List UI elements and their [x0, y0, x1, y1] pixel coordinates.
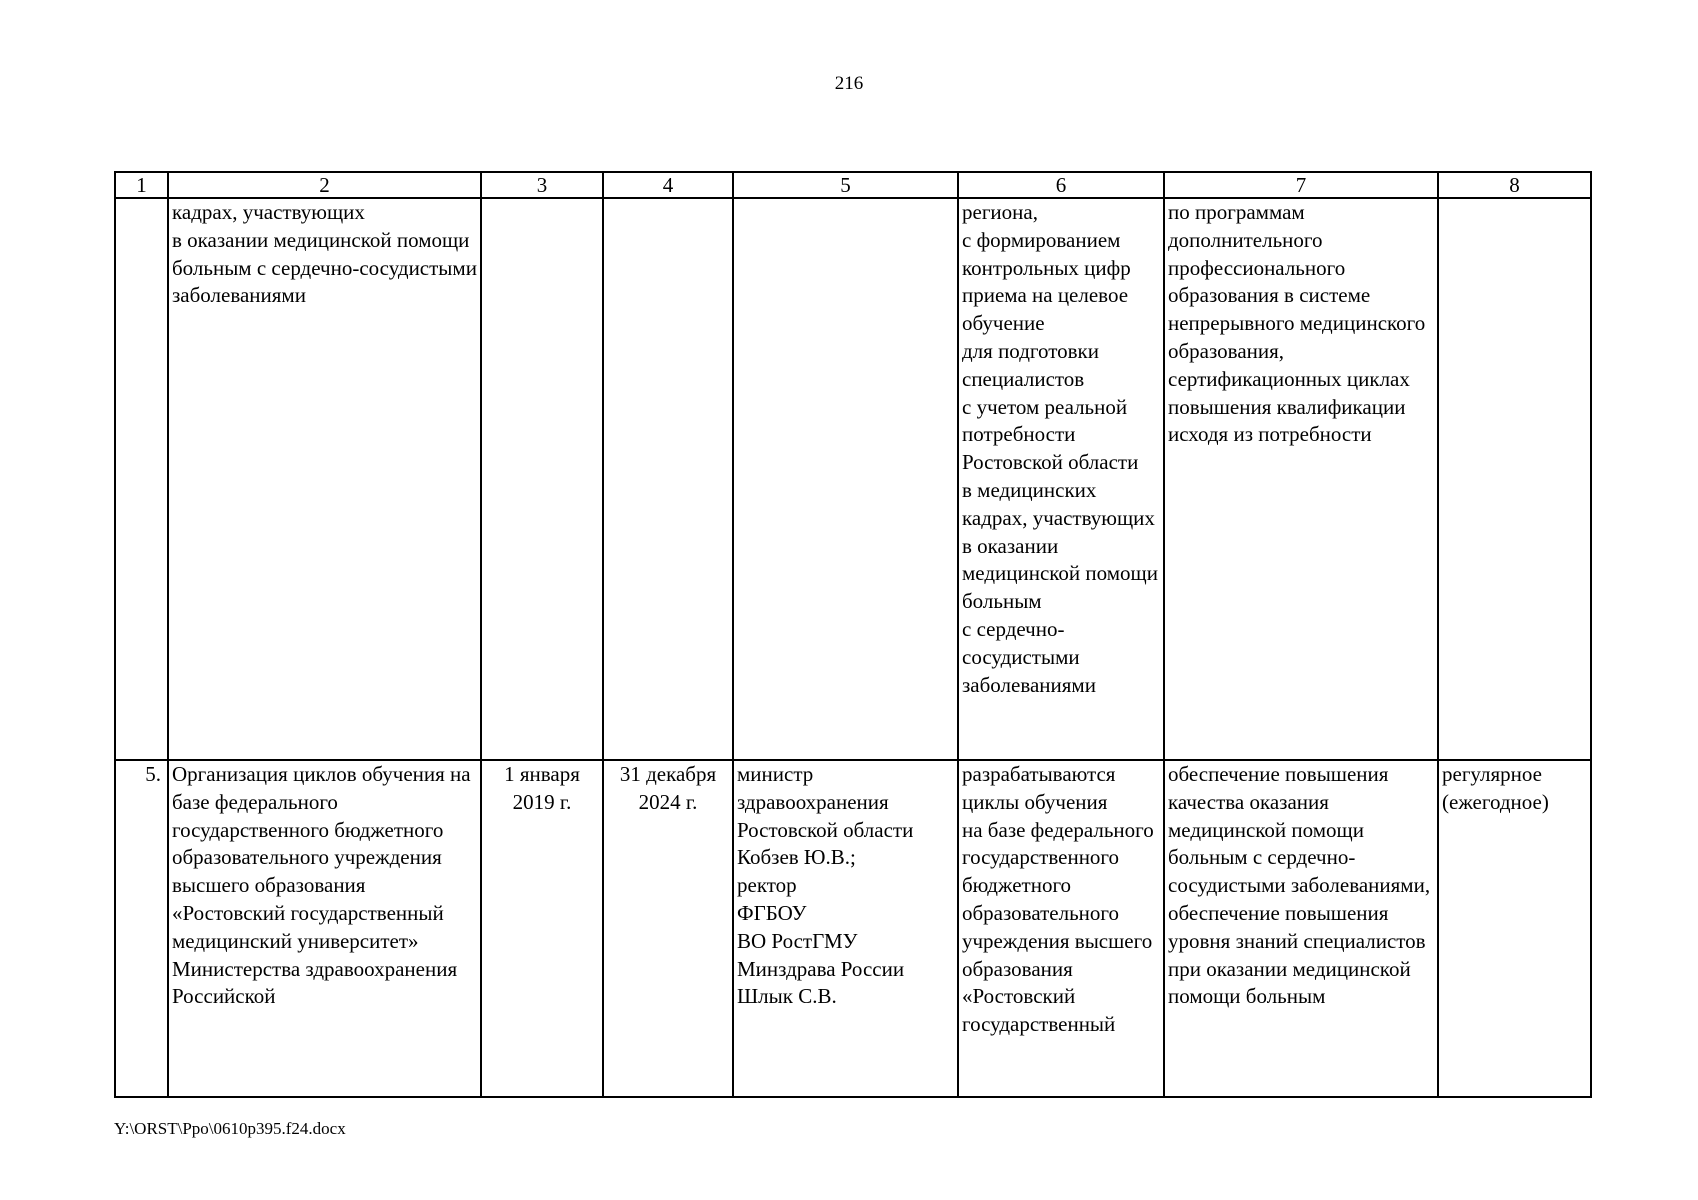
cell-activity: кадрах, участвующих в оказании медицинской помощи больным с сердечно-сосудистыми заболеваниями [168, 198, 481, 760]
cell-start-date [481, 198, 603, 760]
cell-number: 5. [115, 760, 168, 1097]
column-number-1: 1 [115, 172, 168, 198]
column-number-8: 8 [1438, 172, 1591, 198]
cell-end-date: 31 декабря 2024 г. [603, 760, 733, 1097]
file-path-footer: Y:\ORST\Ppo\0610p395.f24.docx [114, 1119, 346, 1138]
column-number-row [115, 172, 1591, 198]
column-number-7: 7 [1164, 172, 1438, 198]
cell-frequency: регулярное (ежегодное) [1438, 760, 1591, 1097]
cell-frequency [1438, 198, 1591, 760]
table-row-continuation [115, 198, 1591, 760]
cell-description: региона, с формированием контрольных цифр приема на целевое обучение для подготовки специалистов с учетом реальной потребности Ростовской области в медицинских кадрах, участвующих в оказании медицинской помощи больным с сердечно-сосудистыми заболеваниями [958, 198, 1164, 760]
column-number-6: 6 [958, 172, 1164, 198]
cell-activity: Организация циклов обучения на базе федерального государственного бюджетного образовательного учреждения высшего образования «Ростовский государственный медицинский университет» Министерства здравоохранения Российской [168, 760, 481, 1097]
page-number: 216 [834, 73, 864, 94]
column-number-4: 4 [603, 172, 733, 198]
table-row-5 [115, 760, 1591, 1097]
cell-result: по программам дополнительного профессионального образования в системе непрерывного медицинского образования, сертификационных циклах повышения квалификации исходя из потребности [1164, 198, 1438, 760]
column-number-3: 3 [481, 172, 603, 198]
cell-end-date [603, 198, 733, 760]
column-number-2: 2 [168, 172, 481, 198]
cell-number [115, 198, 168, 760]
cell-description: разрабатываются циклы обучения на базе федерального государственного бюджетного образовательного учреждения высшего образования «Ростовский государственный [958, 760, 1164, 1097]
activities-table [114, 171, 1592, 1098]
cell-result: обеспечение повышения качества оказания медицинской помощи больным с сердечно-сосудистыми заболеваниями, обеспечение повышения уровня знаний специалистов при оказании медицинской помощи больным [1164, 760, 1438, 1097]
column-number-5: 5 [733, 172, 958, 198]
cell-responsible [733, 198, 958, 760]
cell-start-date: 1 января 2019 г. [481, 760, 603, 1097]
cell-responsible: министр здравоохранения Ростовской области Кобзев Ю.В.; ректор ФГБОУ ВО РостГМУ Минздрава России Шлык С.В. [733, 760, 958, 1097]
